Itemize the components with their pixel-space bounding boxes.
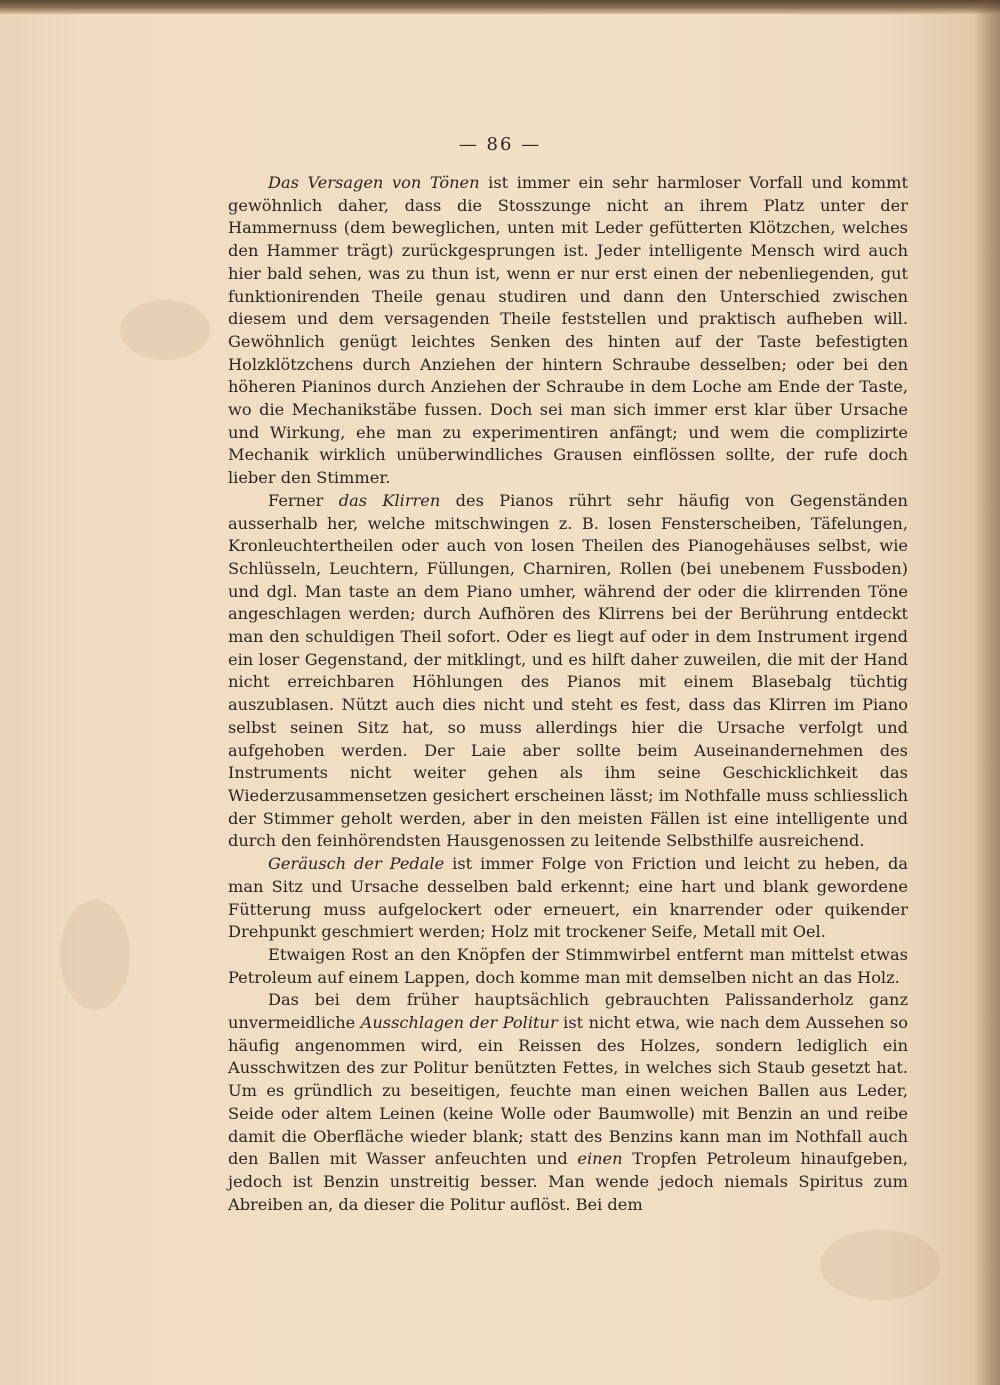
paragraph-text: ist immer Folge von Friction und leicht zu heben, da man Sitz und Ursache desselben bald erkennt; eine hart und blank gewordene Fütterung muss aufgelockert oder erneuert, ein knarrender oder quikender Drehpunkt geschmiert werden; Holz mit trockener Seife, Metall mit Oel. (228, 854, 908, 942)
binding-edge (0, 0, 1000, 14)
paper-stain (820, 1230, 940, 1300)
paper-stain (120, 300, 210, 360)
paragraph-text: Tropfen Petroleum hinaufgeben, jedoch ist Benzin unstreitig besser. Man wende jedoch niemals Spiritus zum Abreiben an, da dieser die Politur auflöst. Bei dem (228, 1149, 908, 1214)
body-text (228, 172, 908, 1216)
paragraph-text: des Pianos rührt sehr häufig von Gegenständen ausserhalb her, welche mitschwingen z. B. losen Fensterscheiben, Täfelungen, Kronleuchtertheilen oder auch von losen Theilen des Pianogehäuses selbst, wie Schlüsseln, Leuchtern, Füllungen, Charniren, Rollen (bei unebenem Fussboden) und dgl. Man taste an dem Piano umher, während der oder die klirrenden Töne angeschlagen werden; durch Aufhören des Klirrens bei der Berührung entdeckt man den schuldigen Theil sofort. Oder es liegt auf oder in dem Instrument irgend ein loser Gegenstand, der mitklingt, und es hilft daher zuweilen, die mit der Hand nicht erreichbaren Höhlungen des Pianos mit einem Blasebalg tüchtig auszublasen. Nützt auch dies nicht und steht es fest, dass das Klirren im Piano selbst seinen Sitz hat, so muss allerdings hier die Ursache verfolgt und aufgehoben werden. Der Laie aber sollte beim Auseinandernehmen des Instruments nicht weiter gehen als ihm seine Geschicklichkeit das Wiederzusammensetzen gesichert erscheinen lässt; im Nothfalle muss schliesslich der Stimmer geholt werden, aber in den meisten Fällen ist eine intelligente und durch den feinhörendsten Hausgenossen zu leitende Selbsthilfe ausreichend. (228, 490, 908, 851)
italic-term: Geräusch der Pedale (268, 854, 445, 874)
paragraph (228, 944, 908, 989)
paragraph-text: ist nicht etwa, wie nach dem Aussehen so häufig angenommen wird, ein Reissen des Holzes, sondern lediglich ein Ausschwitzen des zur Politur benützten Fettes, in welches sich Staub gesetzt hat. Um es gründlich zu beseitigen, feuchte man einen weichen Ballen aus Leder, Seide oder altem Leinen (keine Wolle oder Baumwolle) mit Benzin an und reibe damit die Oberfläche wieder blank; statt des Benzins kann man im Nothfall auch den Ballen mit Wasser anfeuchten und (228, 1013, 908, 1169)
paragraph-text: Ferner (268, 490, 339, 510)
paragraph (228, 989, 908, 1216)
paragraph (228, 853, 908, 944)
italic-term: Das Versagen von Tönen (268, 173, 480, 192)
page-number: — 86 — (458, 134, 542, 155)
italic-term: das Klirren (338, 490, 441, 510)
page-edge-shadow (974, 0, 1000, 1385)
italic-term: Ausschlagen der Politur (360, 1013, 558, 1033)
paragraph (228, 490, 908, 853)
paragraph-text: Etwaigen Rost an den Knöpfen der Stimmwirbel entfernt man mittelst etwas Petroleum auf einem Lappen, doch komme man mit demselben nicht an das Holz. (228, 944, 908, 987)
paragraph-text: Das bei dem früher hauptsächlich gebrauchten Palissanderholz ganz unvermeidliche (228, 990, 908, 1033)
italic-term: einen (577, 1149, 623, 1169)
paragraph (228, 172, 908, 490)
paper-stain (60, 900, 130, 1010)
paragraph-text: ist immer ein sehr harmloser Vorfall und kommt gewöhnlich daher, dass die Stosszunge nicht an ihrem Platz unter der Hammernuss (dem beweglichen, unten mit Leder gefütterten Klötzchen, welches den Hammer trägt) zurückgesprungen ist. Jeder intelligente Mensch wird auch hier bald sehen, was zu thun ist, wenn er nur erst einen der nebenliegenden, gut funktionirenden Theile genau studiren und dann den Unterschied zwischen diesem und dem versagenden Theile feststellen und praktisch aufheben will. Gewöhnlich genügt leichtes Senken des hinten auf der Taste befestigten Holzklötzchens durch Anziehen der hintern Schraube desselben; oder bei den höheren Pianinos durch Anziehen der Schraube in dem Loche am Ende der Taste, wo die Mechanikstäbe fussen. Doch sei man sich immer erst klar über Ursache und Wirkung, ehe man zu experimentiren anfängt; und wem die complizirte Mechanik wirklich unüberwindliches Grausen einflössen sollte, der rufe doch lieber den Stimmer. (228, 173, 908, 488)
